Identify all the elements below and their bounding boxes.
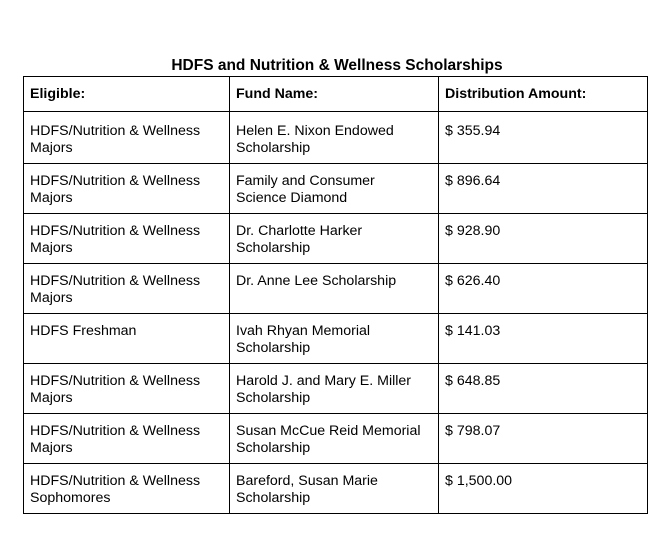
cell-fund-name-line: Dr. Anne Lee Scholarship: [236, 273, 397, 289]
cell-eligible-line: HDFS/Nutrition & Wellness: [30, 473, 201, 489]
header-fund-name: Fund Name:: [230, 77, 439, 112]
cell-fund-name: [230, 214, 439, 264]
cell-eligible-line: HDFS/Nutrition & Wellness: [30, 173, 201, 189]
cell-eligible-line: HDFS/Nutrition & Wellness: [30, 223, 201, 239]
cell-eligible: [24, 164, 230, 214]
cell-fund-name-line: Helen E. Nixon Endowed: [236, 123, 394, 139]
header-eligible: Eligible:: [24, 77, 230, 112]
cell-eligible: [24, 264, 230, 314]
table-row: [24, 112, 648, 164]
cell-eligible-line: HDFS/Nutrition & Wellness: [30, 273, 201, 289]
cell-distribution-amount: $ 896.64: [439, 164, 648, 214]
cell-distribution-amount: $ 648.85: [439, 364, 648, 414]
cell-distribution-amount: $ 798.07: [439, 414, 648, 464]
cell-fund-name: [230, 264, 439, 314]
cell-eligible-line: Majors: [30, 190, 73, 206]
cell-fund-name: [230, 164, 439, 214]
cell-fund-name-line: Scholarship: [236, 440, 311, 456]
cell-eligible-line: HDFS Freshman: [30, 323, 137, 339]
table-row: [24, 464, 648, 514]
cell-eligible: [24, 314, 230, 364]
cell-fund-name-line: Susan McCue Reid Memorial: [236, 423, 421, 439]
table-body: [24, 112, 648, 514]
cell-eligible: [24, 364, 230, 414]
cell-fund-name-line: Scholarship: [236, 490, 311, 506]
table-header-row: [24, 77, 648, 112]
cell-fund-name-line: Family and Consumer: [236, 173, 375, 189]
cell-eligible-line: HDFS/Nutrition & Wellness: [30, 123, 201, 139]
cell-eligible: [24, 414, 230, 464]
cell-fund-name-line: Harold J. and Mary E. Miller: [236, 373, 412, 389]
cell-fund-name: [230, 314, 439, 364]
cell-eligible-line: HDFS/Nutrition & Wellness: [30, 373, 201, 389]
table-row: [24, 164, 648, 214]
cell-fund-name: [230, 112, 439, 164]
cell-eligible-line: Majors: [30, 390, 73, 406]
cell-fund-name: [230, 364, 439, 414]
header-distribution-amount: Distribution Amount:: [439, 77, 648, 112]
cell-fund-name-line: Bareford, Susan Marie: [236, 473, 378, 489]
cell-fund-name-line: Ivah Rhyan Memorial: [236, 323, 371, 339]
table-row: [24, 214, 648, 264]
cell-eligible-line: Majors: [30, 440, 73, 456]
cell-distribution-amount: $ 1,500.00: [439, 464, 648, 514]
cell-distribution-amount: $ 355.94: [439, 112, 648, 164]
cell-fund-name: [230, 464, 439, 514]
cell-eligible-line: Sophomores: [30, 490, 111, 506]
cell-distribution-amount: $ 626.40: [439, 264, 648, 314]
table-row: [24, 264, 648, 314]
cell-fund-name-line: Scholarship: [236, 390, 311, 406]
table-row: [24, 414, 648, 464]
cell-distribution-amount: $ 928.90: [439, 214, 648, 264]
table-row: [24, 314, 648, 364]
document-title: HDFS and Nutrition & Wellness Scholarships: [171, 57, 503, 74]
cell-fund-name-line: Scholarship: [236, 340, 311, 356]
cell-distribution-amount: $ 141.03: [439, 314, 648, 364]
cell-fund-name-line: Scholarship: [236, 140, 311, 156]
cell-eligible: [24, 464, 230, 514]
cell-eligible: [24, 214, 230, 264]
scholarship-table: [23, 76, 648, 514]
table-row: [24, 364, 648, 414]
cell-eligible: [24, 112, 230, 164]
cell-fund-name-line: Science Diamond: [236, 190, 348, 206]
cell-eligible-line: Majors: [30, 290, 73, 306]
cell-fund-name-line: Scholarship: [236, 240, 311, 256]
cell-eligible-line: HDFS/Nutrition & Wellness: [30, 423, 201, 439]
cell-eligible-line: Majors: [30, 140, 73, 156]
cell-eligible-line: Majors: [30, 240, 73, 256]
cell-fund-name: [230, 414, 439, 464]
cell-fund-name-line: Dr. Charlotte Harker: [236, 223, 363, 239]
